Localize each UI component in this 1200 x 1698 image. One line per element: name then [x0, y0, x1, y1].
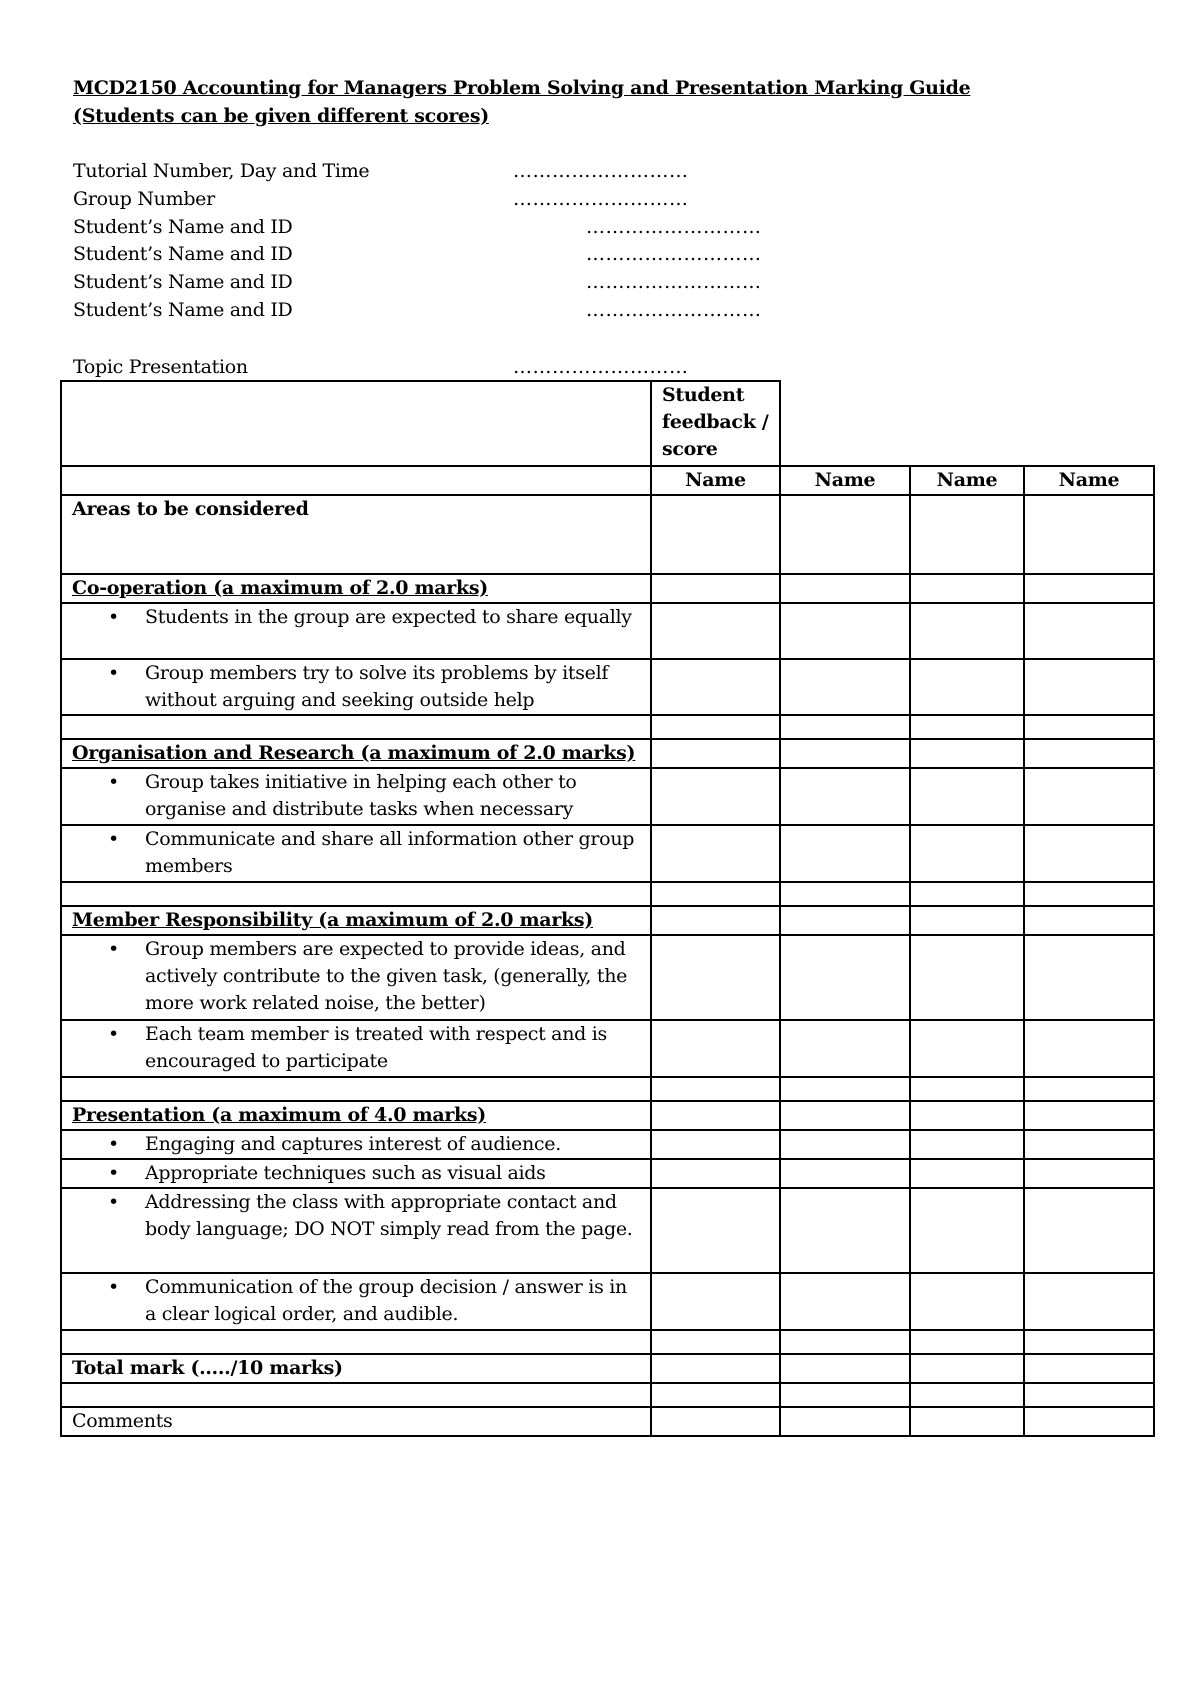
topic-label: Topic Presentation	[73, 356, 248, 378]
spacer-cell	[61, 715, 651, 739]
score-cell[interactable]	[651, 1273, 780, 1330]
score-cell[interactable]	[1024, 1273, 1154, 1330]
score-cell[interactable]	[651, 825, 780, 882]
criterion-cell	[61, 1273, 651, 1330]
student-3-label: Student’s Name and ID	[73, 271, 293, 293]
spacer-cell	[61, 1077, 651, 1101]
criterion-text: Each team member is treated with respect and is encouraged to participate	[145, 1023, 607, 1072]
bullet-icon: •	[108, 1023, 119, 1045]
score-cell[interactable]	[651, 1077, 780, 1101]
group-dots[interactable]: ………………………	[513, 188, 689, 210]
score-cell[interactable]	[910, 1130, 1024, 1159]
score-cell[interactable]	[651, 1383, 780, 1407]
score-cell[interactable]	[651, 715, 780, 739]
score-cell[interactable]	[1024, 1020, 1154, 1077]
header-spacer	[780, 381, 1154, 466]
score-cell[interactable]	[780, 1101, 910, 1130]
score-cell[interactable]	[910, 768, 1024, 825]
criterion-cell	[61, 603, 651, 659]
score-cell[interactable]	[1024, 935, 1154, 1020]
score-cell[interactable]	[651, 739, 780, 768]
spacer-cell	[61, 1383, 651, 1407]
score-cell[interactable]	[651, 1101, 780, 1130]
score-cell[interactable]	[910, 1383, 1024, 1407]
comment-cell[interactable]	[910, 1407, 1024, 1436]
score-cell[interactable]	[1024, 1383, 1154, 1407]
score-cell[interactable]	[1024, 574, 1154, 603]
group-label: Group Number	[73, 188, 215, 210]
score-cell[interactable]	[910, 603, 1024, 659]
title-line-1: MCD2150 Accounting for Managers Problem Solving and Presentation Marking Guide	[73, 77, 971, 99]
score-cell[interactable]	[780, 1273, 910, 1330]
score-cell[interactable]	[1024, 1077, 1154, 1101]
criterion-text: Appropriate techniques such as visual aids	[145, 1162, 546, 1184]
score-cell[interactable]	[780, 768, 910, 825]
score-cell[interactable]	[651, 935, 780, 1020]
score-cell[interactable]	[651, 495, 780, 574]
score-cell[interactable]	[910, 574, 1024, 603]
score-cell[interactable]	[910, 882, 1024, 906]
criterion-text: Engaging and captures interest of audience.	[145, 1133, 561, 1155]
score-cell[interactable]	[910, 1101, 1024, 1130]
score-cell[interactable]	[651, 1130, 780, 1159]
criterion-cell	[61, 1020, 651, 1077]
score-cell[interactable]	[1024, 825, 1154, 882]
score-cell[interactable]	[910, 1077, 1024, 1101]
criterion-text: Communicate and share all information other group members	[145, 828, 635, 877]
criterion-text: Addressing the class with appropriate contact and body language; DO NOT simply read from the page.	[145, 1191, 633, 1240]
feedback-header: Student feedback / score	[651, 381, 780, 466]
total-cell[interactable]	[910, 1354, 1024, 1383]
section-row	[61, 574, 1154, 603]
score-cell[interactable]	[780, 825, 910, 882]
bullet-icon: •	[108, 828, 119, 850]
criterion-row	[61, 935, 1154, 1020]
score-cell[interactable]	[651, 1188, 780, 1273]
cooperation-title: Co-operation (a maximum of 2.0 marks)	[61, 574, 651, 603]
score-cell[interactable]	[1024, 739, 1154, 768]
organisation-title: Organisation and Research (a maximum of 2.0 marks)	[61, 739, 651, 768]
score-cell[interactable]	[910, 1273, 1024, 1330]
score-cell[interactable]	[780, 574, 910, 603]
score-cell[interactable]	[910, 495, 1024, 574]
criterion-row	[61, 659, 1154, 715]
criterion-text: Group members are expected to provide ideas, and actively contribute to the given task, (generally, the more work related noise, the better)	[145, 938, 628, 1014]
page-title	[73, 74, 970, 130]
spacer-row	[61, 1077, 1154, 1101]
criterion-row	[61, 1159, 1154, 1188]
criterion-cell	[61, 1159, 651, 1188]
tutorial-dots[interactable]: ………………………	[513, 160, 689, 182]
score-cell[interactable]	[910, 1159, 1024, 1188]
marking-table	[60, 380, 1155, 1437]
criterion-row	[61, 768, 1154, 825]
score-cell[interactable]	[780, 1188, 910, 1273]
score-cell[interactable]	[1024, 1159, 1154, 1188]
score-cell[interactable]	[780, 1130, 910, 1159]
score-cell[interactable]	[780, 1077, 910, 1101]
bullet-icon: •	[108, 1162, 119, 1184]
score-cell[interactable]	[1024, 603, 1154, 659]
score-cell[interactable]	[780, 495, 910, 574]
bullet-icon: •	[108, 606, 119, 628]
criterion-cell	[61, 659, 651, 715]
criterion-row	[61, 1130, 1154, 1159]
spacer-row	[61, 1383, 1154, 1407]
areas-row	[61, 495, 1154, 574]
score-cell[interactable]	[910, 1188, 1024, 1273]
score-cell[interactable]	[651, 574, 780, 603]
tutorial-label: Tutorial Number, Day and Time	[73, 160, 370, 182]
score-cell[interactable]	[910, 935, 1024, 1020]
student-1-dots[interactable]: ………………………	[586, 216, 762, 238]
header-blank	[61, 381, 651, 466]
score-cell[interactable]	[780, 1330, 910, 1354]
spacer-row	[61, 882, 1154, 906]
criterion-cell	[61, 768, 651, 825]
criterion-cell	[61, 1188, 651, 1273]
criterion-row	[61, 825, 1154, 882]
score-cell[interactable]	[651, 1020, 780, 1077]
name-col-2[interactable]: Name	[780, 466, 910, 495]
topic-dots[interactable]: ………………………	[513, 356, 689, 378]
name-row-blank	[61, 466, 651, 495]
score-cell[interactable]	[780, 1020, 910, 1077]
bullet-icon: •	[108, 1133, 119, 1155]
score-cell[interactable]	[910, 1020, 1024, 1077]
student-4-label: Student’s Name and ID	[73, 299, 293, 321]
spacer-cell	[61, 1330, 651, 1354]
comments-label: Comments	[61, 1407, 651, 1436]
score-cell[interactable]	[651, 1330, 780, 1354]
criterion-cell	[61, 1130, 651, 1159]
comments-row	[61, 1407, 1154, 1436]
section-row	[61, 1101, 1154, 1130]
criterion-text: Students in the group are expected to share equally	[145, 606, 632, 628]
criterion-text: Group members try to solve its problems by itself without arguing and seeking outside help	[145, 662, 609, 711]
criterion-text: Communication of the group decision / answer is in a clear logical order, and audible.	[145, 1276, 627, 1325]
student-1-label: Student’s Name and ID	[73, 216, 293, 238]
total-cell[interactable]	[780, 1354, 910, 1383]
title-line-2: (Students can be given different scores)	[73, 105, 489, 127]
score-cell[interactable]	[780, 603, 910, 659]
responsibility-title: Member Responsibility (a maximum of 2.0 marks)	[61, 906, 651, 935]
score-cell[interactable]	[651, 1159, 780, 1188]
score-cell[interactable]	[1024, 715, 1154, 739]
comment-cell[interactable]	[780, 1407, 910, 1436]
score-cell[interactable]	[1024, 1330, 1154, 1354]
score-cell[interactable]	[910, 906, 1024, 935]
score-cell[interactable]	[651, 906, 780, 935]
presentation-title: Presentation (a maximum of 4.0 marks)	[61, 1101, 651, 1130]
score-cell[interactable]	[910, 1330, 1024, 1354]
areas-label: Areas to be considered	[61, 495, 651, 574]
bullet-icon: •	[108, 662, 119, 684]
score-cell[interactable]	[651, 603, 780, 659]
comment-cell[interactable]	[651, 1407, 780, 1436]
student-2-dots[interactable]: ………………………	[586, 243, 762, 265]
spacer-cell	[61, 882, 651, 906]
score-cell[interactable]	[1024, 882, 1154, 906]
bullet-icon: •	[108, 1276, 119, 1298]
score-cell[interactable]	[780, 882, 910, 906]
criterion-row	[61, 603, 1154, 659]
criterion-row	[61, 1188, 1154, 1273]
score-cell[interactable]	[651, 659, 780, 715]
score-cell[interactable]	[780, 906, 910, 935]
name-row	[61, 466, 1154, 495]
spacer-row	[61, 715, 1154, 739]
score-cell[interactable]	[780, 739, 910, 768]
bullet-icon: •	[108, 771, 119, 793]
name-col-4[interactable]: Name	[1024, 466, 1154, 495]
name-col-1[interactable]: Name	[651, 466, 780, 495]
spacer-row	[61, 1330, 1154, 1354]
total-cell[interactable]	[651, 1354, 780, 1383]
total-cell[interactable]	[1024, 1354, 1154, 1383]
score-cell[interactable]	[1024, 1101, 1154, 1130]
criterion-row	[61, 1020, 1154, 1077]
section-row	[61, 739, 1154, 768]
score-cell[interactable]	[651, 768, 780, 825]
comment-cell[interactable]	[1024, 1407, 1154, 1436]
score-cell[interactable]	[1024, 1130, 1154, 1159]
criterion-cell	[61, 825, 651, 882]
student-4-dots[interactable]: ………………………	[586, 299, 762, 321]
bullet-icon: •	[108, 1191, 119, 1213]
header-row	[61, 381, 1154, 466]
score-cell[interactable]	[780, 1159, 910, 1188]
student-3-dots[interactable]: ………………………	[586, 271, 762, 293]
student-2-label: Student’s Name and ID	[73, 243, 293, 265]
score-cell[interactable]	[910, 659, 1024, 715]
score-cell[interactable]	[780, 659, 910, 715]
score-cell[interactable]	[780, 715, 910, 739]
name-col-3[interactable]: Name	[910, 466, 1024, 495]
score-cell[interactable]	[910, 825, 1024, 882]
score-cell[interactable]	[1024, 495, 1154, 574]
total-row	[61, 1354, 1154, 1383]
total-label: Total mark (…../10 marks)	[61, 1354, 651, 1383]
score-cell[interactable]	[1024, 659, 1154, 715]
score-cell[interactable]	[1024, 768, 1154, 825]
criterion-text: Group takes initiative in helping each other to organise and distribute tasks when necessary	[145, 771, 577, 820]
score-cell[interactable]	[910, 739, 1024, 768]
score-cell[interactable]	[780, 1383, 910, 1407]
score-cell[interactable]	[1024, 1188, 1154, 1273]
score-cell[interactable]	[910, 715, 1024, 739]
score-cell[interactable]	[780, 935, 910, 1020]
score-cell[interactable]	[651, 882, 780, 906]
criterion-row	[61, 1273, 1154, 1330]
score-cell[interactable]	[1024, 906, 1154, 935]
criterion-cell	[61, 935, 651, 1020]
section-row	[61, 906, 1154, 935]
bullet-icon: •	[108, 938, 119, 960]
